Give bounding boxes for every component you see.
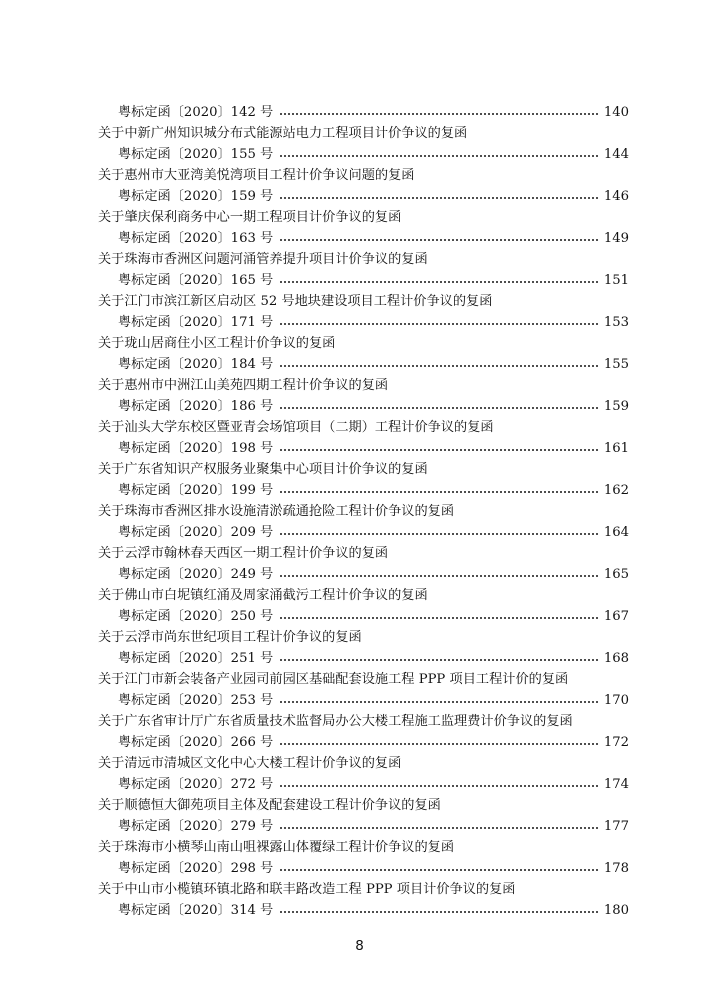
page-number: 164 xyxy=(603,525,629,540)
table-of-contents xyxy=(0,102,719,921)
page-number: 168 xyxy=(603,651,629,666)
toc-entry-reference xyxy=(118,690,629,711)
toc-entry-title: 关于汕头大学东校区暨亚青会场馆项目（二期）工程计价争议的复函 xyxy=(98,420,494,435)
toc-entry-reference xyxy=(118,102,629,123)
dot-leader xyxy=(279,407,598,409)
toc-entry xyxy=(0,291,719,333)
document-number: 粤标定函〔2020〕298 号 xyxy=(118,861,274,876)
page-number: 178 xyxy=(603,861,629,876)
toc-entry xyxy=(0,753,719,795)
toc-entry xyxy=(0,879,719,921)
document-number: 粤标定函〔2020〕165 号 xyxy=(118,273,274,288)
dot-leader xyxy=(279,743,598,745)
toc-entry xyxy=(0,837,719,879)
dot-leader xyxy=(279,911,598,913)
toc-entry xyxy=(0,459,719,501)
toc-entry xyxy=(0,375,719,417)
toc-entry xyxy=(0,669,719,711)
toc-entry-title: 关于中山市小榄镇环镇北路和联丰路改造工程 PPP 项目计价争议的复函 xyxy=(98,882,516,897)
dot-leader xyxy=(279,701,598,703)
toc-entry-title: 关于云浮市尚东世纪项目工程计价争议的复函 xyxy=(98,630,362,645)
page-number: 149 xyxy=(603,231,629,246)
toc-entry-reference xyxy=(118,606,629,627)
page-number: 174 xyxy=(603,777,629,792)
toc-entry-title: 关于广东省审计厅广东省质量技术监督局办公大楼工程施工监理费计价争议的复函 xyxy=(98,714,573,729)
toc-entry-title: 关于珠海市香洲区问题河涌管养提升项目计价争议的复函 xyxy=(98,252,428,267)
dot-leader xyxy=(279,659,598,661)
document-number: 粤标定函〔2020〕266 号 xyxy=(118,735,274,750)
dot-leader xyxy=(279,533,598,535)
toc-entry xyxy=(0,249,719,291)
page-number: 162 xyxy=(603,483,629,498)
dot-leader xyxy=(279,155,598,157)
toc-entry-title: 关于珑山居商住小区工程计价争议的复函 xyxy=(98,336,336,351)
toc-entry xyxy=(0,417,719,459)
document-number: 粤标定函〔2020〕251 号 xyxy=(118,651,274,666)
toc-entry-title: 关于江门市新会装备产业园司前园区基础配套设施工程 PPP 项目工程计价的复函 xyxy=(98,672,569,687)
toc-entry-reference xyxy=(118,732,629,753)
toc-entry-title: 关于顺德恒大御苑项目主体及配套建设工程计价争议的复函 xyxy=(98,798,441,813)
toc-entry-reference xyxy=(118,564,629,585)
page-number: 167 xyxy=(603,609,629,624)
document-number: 粤标定函〔2020〕253 号 xyxy=(118,693,274,708)
page-number: 140 xyxy=(603,105,629,120)
toc-entry xyxy=(0,207,719,249)
page-number: 159 xyxy=(603,399,629,414)
dot-leader xyxy=(279,785,598,787)
dot-leader xyxy=(279,365,598,367)
toc-entry-title: 关于佛山市白坭镇红涌及周家涌截污工程计价争议的复函 xyxy=(98,588,428,603)
toc-entry-title: 关于中新广州知识城分布式能源站电力工程项目计价争议的复函 xyxy=(98,126,468,141)
toc-entry-title: 关于珠海市香洲区排水设施清淤疏通抢险工程计价争议的复函 xyxy=(98,504,455,519)
dot-leader xyxy=(279,869,598,871)
document-number: 粤标定函〔2020〕199 号 xyxy=(118,483,274,498)
document-number: 粤标定函〔2020〕171 号 xyxy=(118,315,274,330)
toc-entry-title: 关于广东省知识产权服务业聚集中心项目计价争议的复函 xyxy=(98,462,428,477)
document-number: 粤标定函〔2020〕249 号 xyxy=(118,567,274,582)
document-number: 粤标定函〔2020〕155 号 xyxy=(118,147,274,162)
toc-entry-reference xyxy=(118,480,629,501)
dot-leader xyxy=(279,113,598,115)
toc-entry xyxy=(0,333,719,375)
toc-entry-reference xyxy=(118,774,629,795)
page-number: 151 xyxy=(603,273,629,288)
page-number: 153 xyxy=(603,315,629,330)
document-number: 粤标定函〔2020〕198 号 xyxy=(118,441,274,456)
toc-entry xyxy=(0,102,719,123)
toc-entry-reference xyxy=(118,186,629,207)
page-number: 146 xyxy=(603,189,629,204)
document-number: 粤标定函〔2020〕184 号 xyxy=(118,357,274,372)
dot-leader xyxy=(279,197,598,199)
dot-leader xyxy=(279,617,598,619)
dot-leader xyxy=(279,449,598,451)
toc-entry xyxy=(0,795,719,837)
document-number: 粤标定函〔2020〕163 号 xyxy=(118,231,274,246)
toc-entry-reference xyxy=(118,396,629,417)
dot-leader xyxy=(279,575,598,577)
page-number: 144 xyxy=(603,147,629,162)
toc-entry-title: 关于惠州市大亚湾美悦湾项目工程计价争议问题的复函 xyxy=(98,168,415,183)
toc-entry xyxy=(0,165,719,207)
page-number: 161 xyxy=(603,441,629,456)
document-number: 粤标定函〔2020〕279 号 xyxy=(118,819,274,834)
toc-entry xyxy=(0,711,719,753)
document-number: 粤标定函〔2020〕209 号 xyxy=(118,525,274,540)
toc-entry xyxy=(0,543,719,585)
dot-leader xyxy=(279,281,598,283)
toc-entry-reference xyxy=(118,900,629,921)
toc-entry xyxy=(0,501,719,543)
toc-entry-title: 关于江门市滨江新区启动区 52 号地块建设项目工程计价争议的复函 xyxy=(98,294,493,309)
document-number: 粤标定函〔2020〕186 号 xyxy=(118,399,274,414)
toc-entry-reference xyxy=(118,816,629,837)
toc-entry xyxy=(0,585,719,627)
document-number: 粤标定函〔2020〕159 号 xyxy=(118,189,274,204)
footer-page-number: 8 xyxy=(355,938,364,954)
toc-entry-reference xyxy=(118,144,629,165)
toc-entry-title: 关于惠州市中洲江山美苑四期工程计价争议的复函 xyxy=(98,378,389,393)
page-number: 155 xyxy=(603,357,629,372)
toc-entry xyxy=(0,123,719,165)
document-number: 粤标定函〔2020〕250 号 xyxy=(118,609,274,624)
dot-leader xyxy=(279,491,598,493)
toc-entry-reference xyxy=(118,228,629,249)
toc-entry-reference xyxy=(118,648,629,669)
dot-leader xyxy=(279,239,598,241)
toc-entry-reference xyxy=(118,858,629,879)
page-number: 177 xyxy=(603,819,629,834)
toc-entry-reference xyxy=(118,522,629,543)
toc-entry-reference xyxy=(118,270,629,291)
toc-entry-title: 关于珠海市小横琴山南山咀裸露山体覆绿工程计价争议的复函 xyxy=(98,840,455,855)
toc-entry-reference xyxy=(118,354,629,375)
document-number: 粤标定函〔2020〕142 号 xyxy=(118,105,274,120)
toc-entry-reference xyxy=(118,438,629,459)
page-number: 170 xyxy=(603,693,629,708)
toc-entry-reference xyxy=(118,312,629,333)
dot-leader xyxy=(279,323,598,325)
document-number: 粤标定函〔2020〕272 号 xyxy=(118,777,274,792)
page-number: 165 xyxy=(603,567,629,582)
toc-entry-title: 关于云浮市翰林春天西区一期工程计价争议的复函 xyxy=(98,546,389,561)
toc-entry xyxy=(0,627,719,669)
document-number: 粤标定函〔2020〕314 号 xyxy=(118,903,274,918)
dot-leader xyxy=(279,827,598,829)
toc-entry-title: 关于清远市清城区文化中心大楼工程计价争议的复函 xyxy=(98,756,402,771)
page-number: 180 xyxy=(603,903,629,918)
page-number: 172 xyxy=(603,735,629,750)
toc-entry-title: 关于肇庆保利商务中心一期工程项目计价争议的复函 xyxy=(98,210,402,225)
